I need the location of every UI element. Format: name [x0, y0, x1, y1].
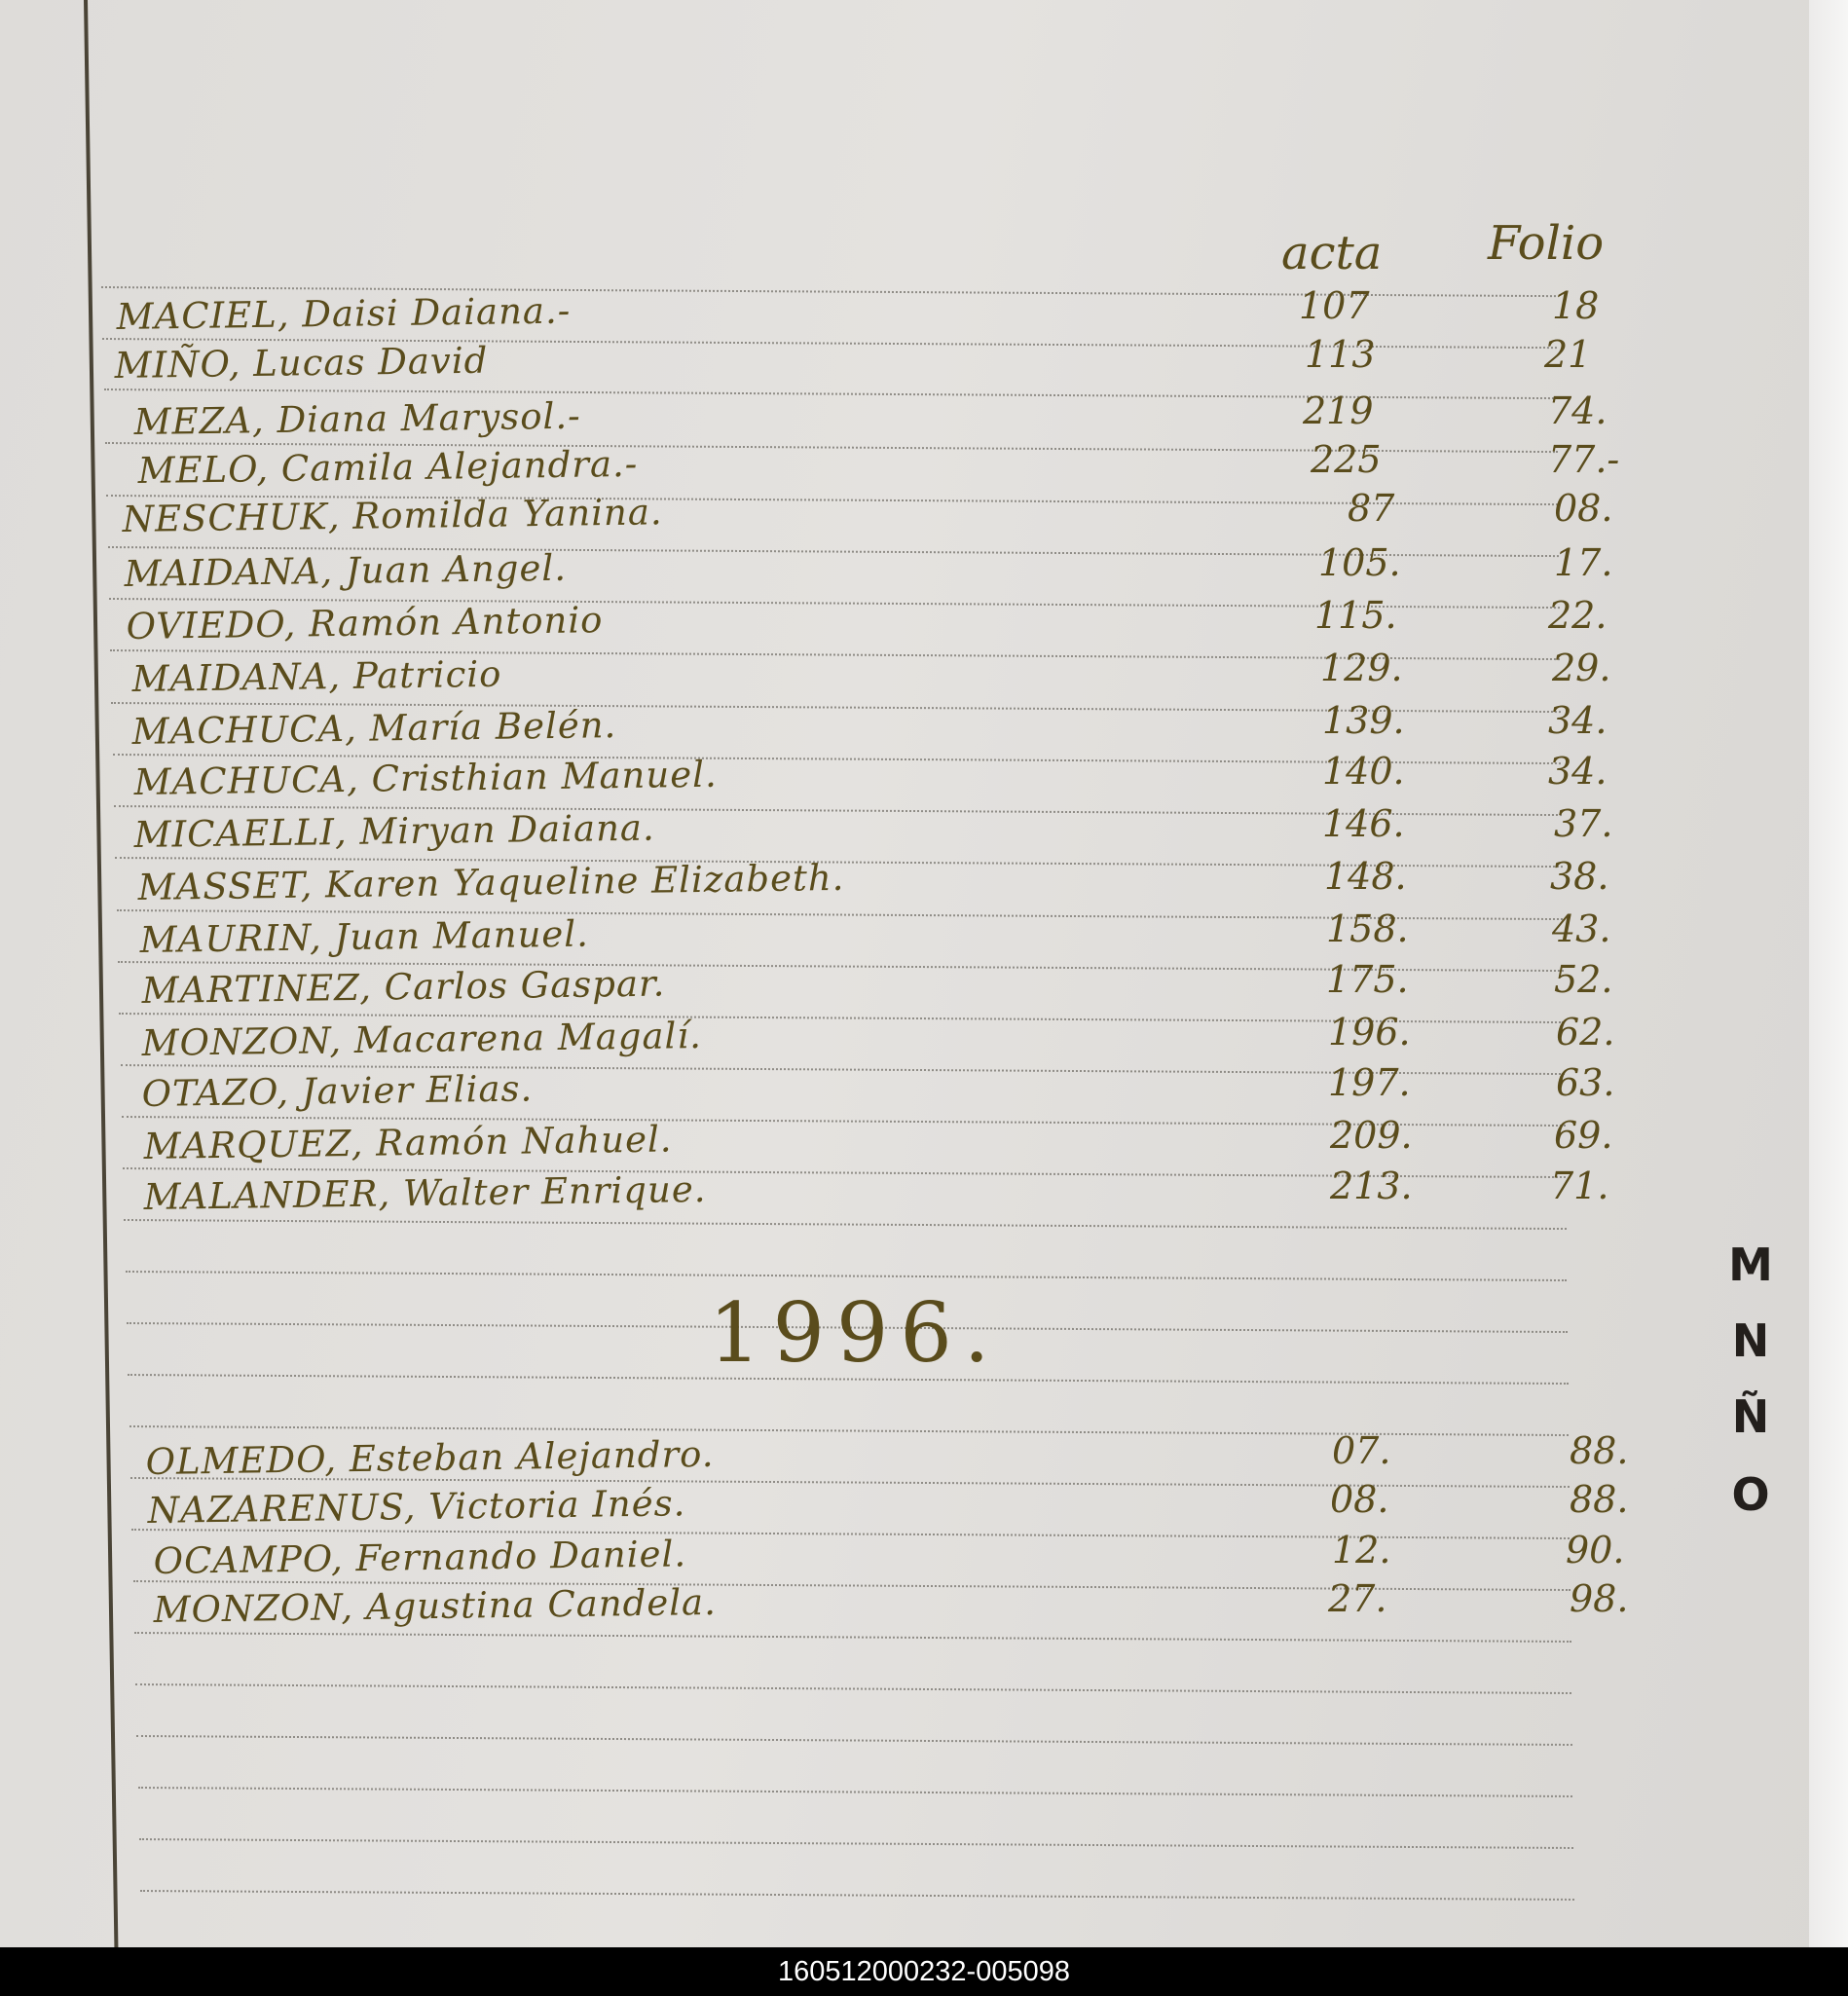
entry-name: MIÑO, Lucas David	[114, 339, 489, 387]
entry-name: MELO, Camila Alejandra.-	[137, 442, 639, 492]
entry-folio: 34.	[1548, 750, 1608, 793]
index-tab-letter-o: O	[1731, 1468, 1770, 1521]
entry-folio: 34.	[1548, 699, 1608, 742]
year-heading: 1996.	[709, 1285, 1002, 1381]
entry-name: MICAELLI, Miryan Daiana.	[133, 806, 655, 856]
ruled-line	[126, 1271, 1567, 1281]
entry-folio: 18	[1552, 284, 1600, 327]
ruled-line	[135, 1683, 1571, 1694]
entry-acta: 225	[1311, 438, 1382, 481]
entry-name: MAURIN, Juan Manuel.	[139, 912, 590, 961]
entry-acta: 139.	[1322, 699, 1405, 742]
entry-acta: 146.	[1322, 802, 1405, 845]
ruled-line	[138, 1787, 1572, 1797]
entry-name: OTAZO, Javier Elias.	[141, 1067, 534, 1115]
entry-folio: 08.	[1554, 487, 1613, 530]
entry-acta: 197.	[1328, 1061, 1411, 1104]
entry-folio: 38.	[1550, 855, 1609, 898]
entry-name: MACHUCA, Cristhian Manuel.	[133, 753, 718, 803]
index-tab-letter-m: M	[1728, 1238, 1773, 1291]
entry-name: MARTINEZ, Carlos Gaspar.	[141, 962, 666, 1012]
entry-acta: 12.	[1332, 1529, 1391, 1571]
entry-acta: 87	[1348, 487, 1395, 530]
entry-folio: 52.	[1554, 958, 1613, 1001]
entry-folio: 29.	[1552, 647, 1611, 689]
entry-name: MONZON, Macarena Magalí.	[141, 1014, 703, 1064]
entry-folio: 62.	[1556, 1011, 1615, 1053]
entry-name: MAIDANA, Juan Angel.	[124, 546, 568, 595]
entry-name: OLMEDO, Esteban Alejandro.	[145, 1432, 715, 1483]
entry-folio: 74.	[1548, 389, 1608, 432]
entry-folio: 37.	[1554, 802, 1613, 845]
entry-name: NESCHUK, Romilda Yanina.	[122, 491, 663, 540]
entry-acta: 158.	[1326, 907, 1409, 950]
entry-acta: 08.	[1330, 1478, 1389, 1521]
entry-name: OCAMPO, Fernando Daniel.	[153, 1533, 687, 1582]
margin-rule	[84, 0, 118, 1947]
entry-name: NAZARENUS, Victoria Inés.	[147, 1482, 686, 1532]
index-tab-letter-enye: Ñ	[1731, 1390, 1770, 1443]
column-header-folio: Folio	[1488, 216, 1605, 271]
entry-name: MARQUEZ, Ramón Nahuel.	[143, 1118, 673, 1167]
index-tab-letter-n: N	[1731, 1314, 1770, 1367]
ruled-line	[139, 1838, 1573, 1849]
entry-acta: 209.	[1330, 1114, 1413, 1157]
document-id-footer: 160512000232-005098	[0, 1947, 1848, 1996]
entry-name: MONZON, Agustina Candela.	[153, 1580, 718, 1631]
entry-name: MAIDANA, Patricio	[131, 652, 502, 700]
entry-acta: 105.	[1318, 541, 1401, 584]
entry-acta: 07.	[1332, 1429, 1391, 1472]
entry-folio: 77.-	[1548, 438, 1620, 481]
entry-acta: 148.	[1324, 855, 1407, 898]
entry-folio: 71.	[1550, 1164, 1609, 1207]
entry-folio: 90.	[1566, 1529, 1625, 1571]
entry-acta: 115.	[1314, 594, 1397, 637]
entry-name: MEZA, Diana Marysol.-	[133, 394, 581, 443]
column-header-acta: acta	[1281, 226, 1383, 280]
ruled-line	[136, 1735, 1572, 1746]
entry-name: MACIEL, Daisi Daiana.-	[116, 289, 572, 338]
page-edge	[1809, 0, 1848, 1947]
entry-name: MASSET, Karen Yaqueline Elizabeth.	[137, 856, 845, 908]
entry-name: MACHUCA, María Belén.	[131, 704, 617, 753]
ruled-line	[140, 1890, 1574, 1901]
entry-acta: 129.	[1320, 647, 1403, 689]
entry-acta: 213.	[1330, 1164, 1413, 1207]
entry-folio: 69.	[1554, 1114, 1613, 1157]
entry-folio: 98.	[1570, 1577, 1629, 1620]
entry-folio: 88.	[1570, 1478, 1629, 1521]
entry-acta: 113	[1305, 333, 1376, 376]
entry-folio: 22.	[1548, 594, 1608, 637]
entry-name: OVIEDO, Ramón Antonio	[126, 599, 604, 647]
entry-acta: 27.	[1328, 1577, 1387, 1620]
ruled-line	[134, 1632, 1571, 1643]
entry-folio: 21	[1544, 333, 1592, 376]
entry-acta: 140.	[1322, 750, 1405, 793]
entry-folio: 63.	[1556, 1061, 1615, 1104]
entry-acta: 196.	[1328, 1011, 1411, 1053]
entry-acta: 219	[1303, 389, 1374, 432]
ruled-line	[124, 1219, 1567, 1230]
entry-folio: 88.	[1570, 1429, 1629, 1472]
entry-name: MALANDER, Walter Enrique.	[143, 1167, 707, 1218]
entry-folio: 17.	[1554, 541, 1613, 584]
entry-acta: 175.	[1326, 958, 1409, 1001]
entry-acta: 107	[1299, 284, 1370, 327]
entry-folio: 43.	[1552, 907, 1611, 950]
